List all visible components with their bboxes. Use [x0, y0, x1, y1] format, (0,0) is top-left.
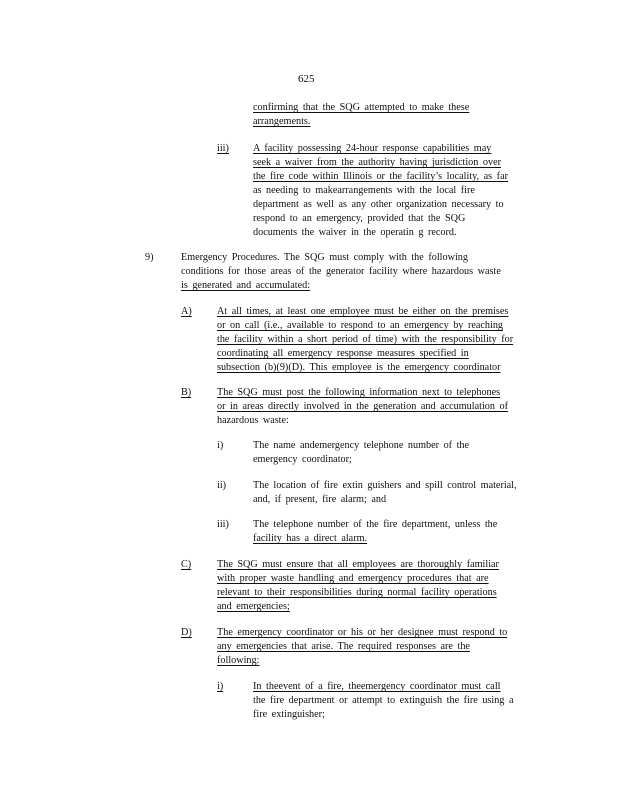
section-9-label: 9): [145, 252, 154, 263]
section-9-line-1: Emergency Procedures. The SQG must comply with the following: [181, 252, 468, 263]
item-iii-top-line-3: the fire code within Illinois or the facility’s locality, as far: [253, 171, 508, 182]
item-d-line-2: any emergencies that arise. The required responses are the: [217, 641, 470, 652]
item-iii-top-line-5: department as well as any other organization necessary to: [253, 199, 504, 210]
item-b-i-line-1: The name andemergency telephone number of the: [253, 440, 470, 451]
item-d-i-label: i): [217, 681, 224, 692]
item-b-line-2: or in areas directly involved in the generation and accumulation of: [217, 401, 509, 412]
item-a-line-4: coordinating all emergency response measures specified in: [217, 348, 469, 359]
item-d-line-1: The emergency coordinator or his or her designee must respond to: [217, 627, 508, 638]
item-iii-top-label: iii): [217, 143, 229, 154]
item-c-line-4: and emergencies;: [217, 601, 290, 612]
item-iii-top-line-7: documents the waiver in the operatin g record.: [253, 227, 457, 238]
item-b-ii-label: ii): [217, 480, 227, 491]
item-a-line-3: the facility within a short period of time) with the responsibility for: [217, 334, 514, 345]
item-b-line-3: hazardous waste:: [217, 415, 289, 426]
item-a-line-1: At all times, at least one employee must be either on the premises: [217, 306, 509, 317]
item-b-iii-line-2: facility has a direct alarm.: [253, 533, 368, 544]
item-d-i-line-3: fire extinguisher;: [253, 709, 325, 720]
section-9-line-3: is generated and accumulated:: [181, 280, 311, 291]
item-d-line-3: following:: [217, 655, 260, 666]
item-b-i-label: i): [217, 440, 224, 451]
section-9-line-2: conditions for those areas of the generator facility where hazardous waste: [181, 266, 501, 277]
item-d-label: D): [181, 627, 192, 638]
item-a-line-5: subsection (b)(9)(D). This employee is the emergency coordinator: [217, 362, 501, 373]
item-iii-top-line-6: respond to an emergency, provided that the SQG: [253, 213, 466, 224]
item-b-iii-label: iii): [217, 519, 229, 530]
item-b-iii-line-1: The telephone number of the fire department, unless the: [253, 519, 498, 530]
item-a-line-2: or on call (i.e., available to respond to an emergency by reaching: [217, 320, 504, 331]
item-d-i-line-1: In theevent of a fire, theemergency coordinator must call: [253, 681, 501, 692]
page-number: 625: [298, 73, 315, 85]
cont-line-1: confirming that the SQG attempted to make these: [253, 102, 470, 113]
item-b-ii-line-2: and, if present, fire alarm; and: [253, 494, 387, 505]
item-iii-top-line-1: A facility possessing 24-hour response capabilities may: [253, 143, 492, 154]
item-iii-top-line-4: as needing to makearrangements with the local fire: [253, 185, 475, 196]
item-a-label: A): [181, 306, 192, 317]
item-c-line-1: The SQG must ensure that all employees are thoroughly familiar: [217, 559, 499, 570]
cont-line-2: arrangements.: [253, 116, 311, 127]
item-c-line-2: with proper waste handling and emergency procedures that are: [217, 573, 489, 584]
item-b-label: B): [181, 387, 192, 398]
item-iii-top-line-2: seek a waiver from the authority having jurisdiction over: [253, 157, 501, 168]
item-c-line-3: relevant to their responsibilities during normal facility operations: [217, 587, 497, 598]
item-b-line-1: The SQG must post the following information next to telephones: [217, 387, 501, 398]
item-b-ii-line-1: The location of fire extin guishers and spill control material,: [253, 480, 517, 491]
item-c-label: C): [181, 559, 192, 570]
item-d-i-line-2: the fire department or attempt to extinguish the fire using a: [253, 695, 514, 706]
item-b-i-line-2: emergency coordinator;: [253, 454, 352, 465]
